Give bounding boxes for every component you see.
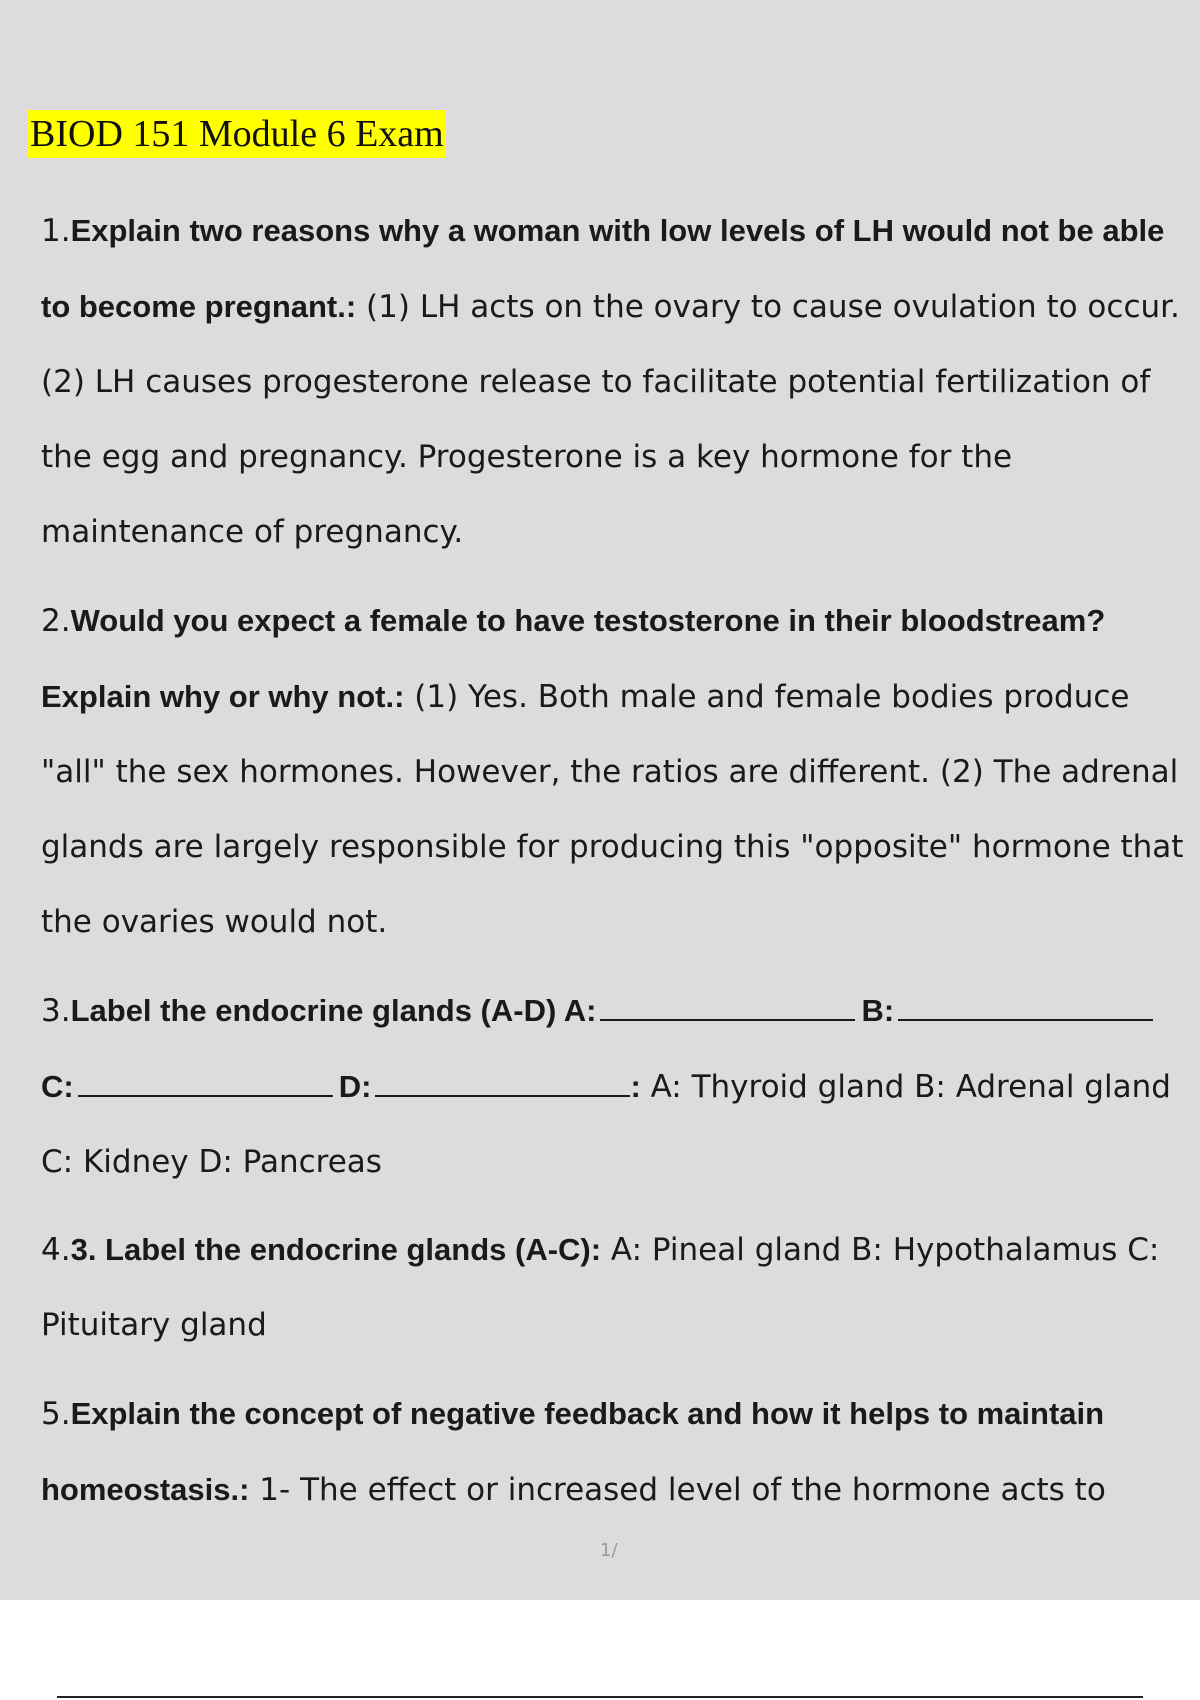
question-answer: (1) LH acts on the ovary to cause ovulation to occur. (2) LH causes progesterone release to facilitate potential fertilization of the egg and pregnancy. Progesterone is a key hormone for the maintenance of pregnancy. (41, 289, 1180, 550)
question-prompt-part: D: (338, 1069, 372, 1104)
question-number: 5. (41, 1396, 71, 1432)
question-number: 1. (41, 213, 71, 249)
question-number: 4. (41, 1232, 71, 1268)
answer-blank-c[interactable] (78, 1073, 333, 1097)
question-prompt-part: B: (861, 993, 895, 1028)
question-prompt-part: : (630, 1069, 641, 1104)
question-number: 3. (41, 993, 71, 1029)
question-number: 2. (41, 603, 71, 639)
question-prompt: Explain the concept of negative feedback and how it helps to maintain homeostasis.: (41, 1396, 1105, 1507)
footer-divider (57, 1696, 1143, 1698)
answer-blank-a[interactable] (600, 997, 855, 1021)
question-answer: A: Pineal gland B: Hypothalamus C: Pituitary gland (41, 1232, 1160, 1343)
question-prompt-part: C: (41, 1069, 74, 1104)
question-prompt: Explain two reasons why a woman with low levels of LH would not be able to become pregnant.: (41, 213, 1165, 324)
question-answer: (1) Yes. Both male and female bodies produce "all" the sex hormones. However, the ratios are different. (2) The adrenal glands are largely responsible for producing this "opposite" hormone that the ovaries would not. (41, 679, 1184, 940)
question-prompt: 3. Label the endocrine glands (A-C): (70, 1232, 602, 1267)
question-5 (41, 1376, 1191, 1528)
document-title: BIOD 151 Module 6 Exam (28, 110, 446, 158)
question-1 (41, 193, 1191, 570)
question-prompt: Would you expect a female to have testosterone in their bloodstream? Explain why or why not.: (41, 603, 1106, 714)
question-answer: A: Thyroid gland B: Adrenal gland C: Kidney D: Pancreas (41, 1069, 1171, 1180)
question-3 (41, 973, 1191, 1200)
question-4 (41, 1212, 1191, 1363)
answer-blank-b[interactable] (898, 997, 1153, 1021)
question-prompt-part: Label the endocrine glands (A-D) A: (70, 993, 597, 1028)
question-2 (41, 583, 1191, 960)
page-number: 1/ (600, 1540, 618, 1561)
question-answer: 1- The effect or increased level of the hormone acts to (249, 1472, 1106, 1508)
answer-blank-d[interactable] (375, 1073, 630, 1097)
